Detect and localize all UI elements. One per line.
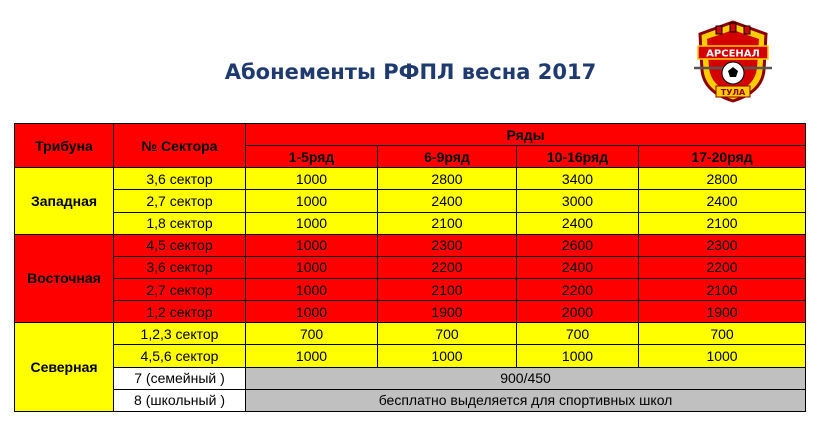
price-cell: 1000 [639,345,806,367]
sector-cell: 1,8 сектор [114,212,246,234]
price-cell: 2400 [378,190,517,212]
price-cell: 1000 [378,345,517,367]
price-cell: 3000 [517,190,639,212]
price-cell: 3400 [517,168,639,190]
table-row [15,389,806,411]
svg-text:АРСЕНАЛ: АРСЕНАЛ [706,48,760,60]
table-row [15,256,806,278]
sector-cell: 3,6 сектор [114,168,246,190]
price-cell: 2100 [378,278,517,300]
school-note-cell: бесплатно выделяется для спортивных школ [246,389,806,411]
price-cell: 2200 [517,278,639,300]
table-row [15,212,806,234]
stand-name-west: Западная [15,168,114,234]
price-cell: 1000 [246,212,378,234]
table-row [15,345,806,367]
price-cell: 1000 [246,190,378,212]
price-cell: 700 [378,323,517,345]
price-cell: 1900 [378,301,517,323]
price-cell: 1000 [246,278,378,300]
header-rows: Ряды [246,124,806,146]
price-cell: 1000 [246,345,378,367]
price-cell: 2400 [639,190,806,212]
club-logo [692,18,774,104]
family-price-cell: 900/450 [246,367,806,389]
price-cell: 1000 [246,301,378,323]
price-cell: 2400 [517,256,639,278]
sector-cell: 2,7 сектор [114,278,246,300]
sector-cell: 8 (школьный ) [114,389,246,411]
sector-cell: 2,7 сектор [114,190,246,212]
price-cell: 2200 [639,256,806,278]
price-cell: 2100 [639,212,806,234]
table-row [15,168,806,190]
price-cell: 2800 [639,168,806,190]
price-cell: 2300 [378,234,517,256]
sector-cell: 7 (семейный ) [114,367,246,389]
price-cell: 2600 [517,234,639,256]
price-cell: 1000 [246,234,378,256]
price-cell: 2800 [378,168,517,190]
price-cell: 700 [639,323,806,345]
price-cell: 1000 [517,345,639,367]
price-cell: 2000 [517,301,639,323]
sector-cell: 4,5 сектор [114,234,246,256]
price-cell: 1000 [246,168,378,190]
price-cell: 700 [517,323,639,345]
price-cell: 1000 [246,256,378,278]
table-row [15,323,806,345]
stand-name-north: Северная [15,323,114,412]
header-row-range: 10-16ряд [517,146,639,168]
header-row-range: 17-20ряд [639,146,806,168]
ticket-price-table [14,123,806,412]
sector-cell: 3,6 сектор [114,256,246,278]
page-title: Абонементы РФПЛ весна 2017 [224,60,597,84]
table-row [15,367,806,389]
price-cell: 2100 [378,212,517,234]
price-cell: 1900 [639,301,806,323]
price-cell: 2200 [378,256,517,278]
header-sector: № Сектора [114,124,246,168]
price-cell: 2400 [517,212,639,234]
price-cell: 700 [246,323,378,345]
sector-cell: 4,5,6 сектор [114,345,246,367]
stand-name-east: Восточная [15,234,114,323]
table-row [15,234,806,256]
header-stand: Трибуна [15,124,114,168]
price-cell: 2300 [639,234,806,256]
table-row [15,278,806,300]
table-row [15,190,806,212]
sector-cell: 1,2,3 сектор [114,323,246,345]
svg-text:ТУЛА: ТУЛА [720,88,746,97]
header-row-range: 6-9ряд [378,146,517,168]
table-row [15,301,806,323]
sector-cell: 1,2 сектор [114,301,246,323]
header-row-range: 1-5ряд [246,146,378,168]
price-cell: 2100 [639,278,806,300]
